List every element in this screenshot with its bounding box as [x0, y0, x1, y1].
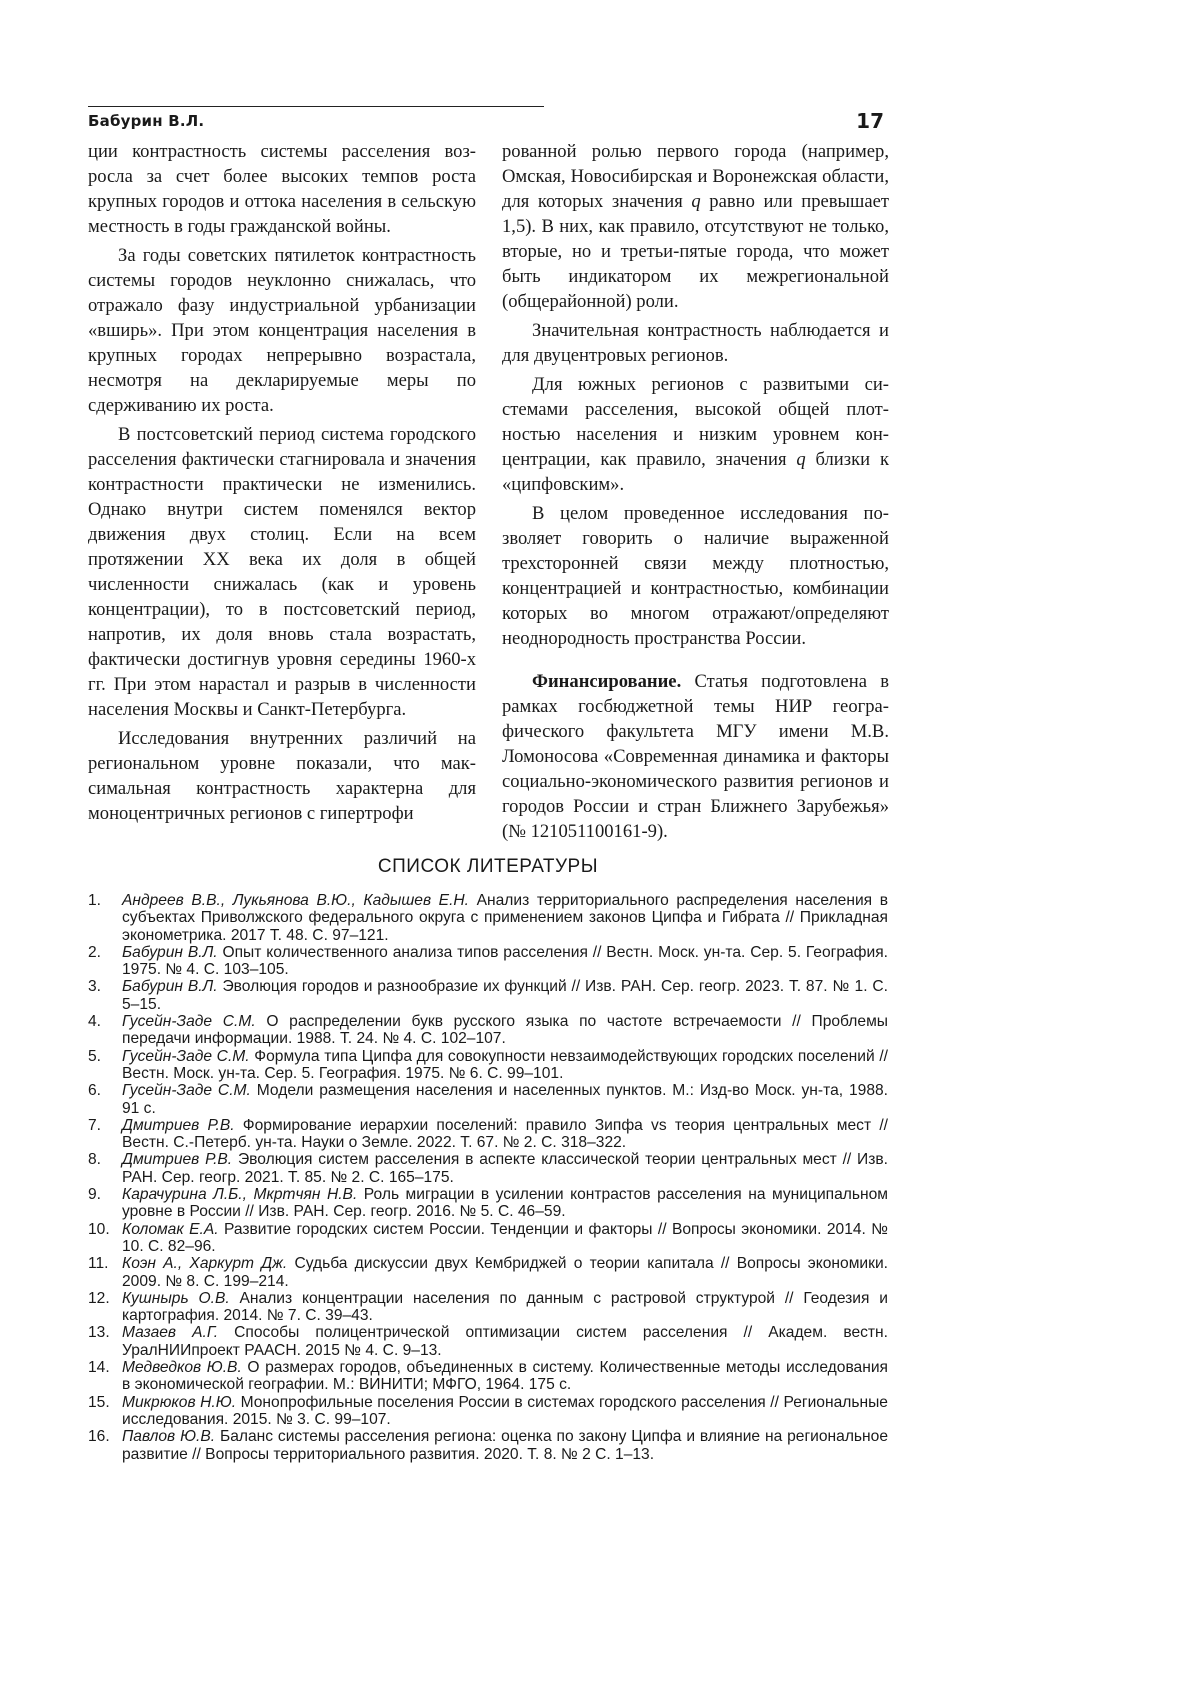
text-run: Для южных регионов с развитыми системами расселения, высокой общей плотностью населения и низким уровнем концентрации, как правило, значения	[502, 374, 889, 470]
reference-number: 1.	[88, 892, 102, 909]
reference-body	[122, 1221, 888, 1256]
reference-number: 5.	[88, 1047, 102, 1065]
reference-text: Судьба дискуссии двух Кембриджей о теории капитала // Вопросы экономики. 2009. № 8. С. 199–214.	[122, 1255, 888, 1290]
running-head	[88, 106, 884, 138]
reference-number: 12.	[88, 1289, 110, 1307]
reference-text: Эволюция городов и разнообразие их функций // Изв. РАН. Сер. геогр. 2023. Т. 87. № 1. С. 5–15.	[122, 978, 889, 1013]
reference-authors: Коэн А., Харкурт Дж.	[122, 1255, 288, 1273]
reference-number: 8.	[88, 1151, 102, 1169]
header-rule	[88, 106, 544, 107]
reference-text: Формула типа Ципфа для совокупности невзаимодействующих городских поселений // Вестн. Моск. ун-та. Сер. 5. География. 1975. № 6. С. 99–101.	[122, 1047, 889, 1082]
reference-text: О распределении букв русского языка по частоте встречаемости // Проблемы передачи информации. 1988. Т. 24. № 4. С. 102–107.	[122, 1013, 888, 1048]
reference-body	[122, 1324, 888, 1359]
reference-body	[122, 1428, 888, 1463]
reference-text: Баланс системы расселения региона: оценка по закону Ципфа и влияние на региональное развитие // Вопросы территориального развития. 2020. Т. 8. № 2 С. 1–13.	[122, 1428, 889, 1463]
reference-number: 13.	[88, 1324, 110, 1342]
reference-authors: Дмитриев Р.В.	[122, 1116, 235, 1134]
text-run: равно или превышает 1,5). В них, как правило, отсутствуют не только, вторые, но и третьи-пятые города, что может быть индикатором их межрегиональной (общерайонной) роли.	[502, 191, 889, 312]
reference-body	[122, 1290, 888, 1325]
reference-number: 15.	[88, 1393, 110, 1411]
reference-item	[88, 1359, 888, 1394]
reference-body	[122, 1082, 888, 1117]
reference-text: Способы полицентрической оптимизации систем расселения // Академ. вестн. УралНИИпроект РААСН. 2015 № 4. С. 9–13.	[122, 1324, 888, 1359]
reference-number: 10.	[88, 1220, 110, 1238]
right-column	[502, 139, 889, 844]
reference-item	[88, 892, 888, 944]
reference-item	[88, 1013, 888, 1048]
reference-body	[122, 1048, 888, 1083]
reference-body	[122, 1186, 888, 1221]
reference-body	[122, 1117, 888, 1152]
reference-number: 3.	[88, 978, 102, 996]
reference-authors: Дмитриев Р.В.	[122, 1151, 233, 1169]
reference-text: Анализ территориального распределения населения в субъектах Приволжского федерального округа с применением законов Ципфа и Гибрата // Прикладная эконометрика. 2017 Т. 48. С. 97–121.	[122, 892, 888, 944]
reference-text: Формирование иерархии поселений: правило Зипфа vs теория центральных мест // Вестн. С.-Петерб. ун-та. Науки о Земле. 2022. Т. 67. № 2. С. 318–322.	[122, 1116, 888, 1152]
q-symbol: q	[691, 191, 701, 212]
reference-item	[88, 1221, 888, 1256]
references-title: СПИСОК ЛИТЕРАТУРЫ	[377, 856, 599, 877]
reference-number: 7.	[88, 1116, 102, 1134]
reference-number: 16.	[88, 1428, 110, 1446]
reference-number: 11.	[88, 1255, 109, 1273]
reference-authors: Карачурина Л.Б., Мкртчян Н.В.	[122, 1186, 358, 1204]
reference-number: 9.	[88, 1186, 102, 1204]
reference-number: 4.	[88, 1013, 102, 1031]
reference-authors: Андреев В.В., Лукьянова В.Ю., Кадышев Е.Н.	[122, 892, 470, 909]
reference-text: О размерах городов, объединенных в систему. Количественные методы исследования в экономической географии. М.: ВИНИТИ; МФГО, 1964. 175 с.	[122, 1359, 888, 1394]
funding-label: Финансирование.	[532, 671, 682, 692]
reference-number: 2.	[88, 943, 102, 961]
reference-text: Роль миграции в усилении контрастов расселения на муниципальном уровне в России // Изв. РАН. Сер. геогр. 2016. № 5. С. 46–59.	[122, 1186, 888, 1221]
reference-authors: Мазаев А.Г.	[122, 1324, 219, 1342]
paragraph	[502, 372, 889, 497]
reference-authors: Кушнырь О.В.	[122, 1289, 230, 1307]
reference-item	[88, 1117, 888, 1152]
reference-text: Развитие городских систем России. Тенденции и факторы // Вопросы экономики. 2014. № 10. С. 82–96.	[122, 1220, 889, 1255]
paragraph: Значительная контрастность наблюдается и для двуцентровых регионов.	[502, 320, 889, 366]
reference-authors: Бабурин В.Л.	[122, 943, 218, 961]
text-run: близки к «ципфовским».	[502, 449, 889, 495]
funding-text: Статья подготовлена в рамках госбюджетной темы НИР географического факультета МГУ имени М.В. Ломоносова «Современная динамика и факторы социально-экономического развития регионов и городов России и стран Ближнего Зарубежья» (№ 121051100161-9).	[502, 671, 889, 842]
reference-body	[122, 1151, 888, 1186]
reference-item	[88, 944, 888, 979]
paragraph: Исследования внутренних различий на региональном уровне показали, что максимальная контрастность характерна для моноцентричных регионов с гипертрофи	[88, 728, 476, 824]
reference-item	[88, 978, 888, 1013]
reference-item	[88, 1290, 888, 1325]
reference-body	[122, 978, 888, 1013]
reference-body	[122, 892, 888, 944]
reference-text: Модели размещения населения и населенных пунктов. М.: Изд-во Моск. ун-та, 1988. 91 с.	[122, 1082, 888, 1117]
reference-body	[122, 944, 888, 979]
reference-item	[88, 1048, 888, 1083]
running-head-author: Бабурин В.Л.	[88, 112, 205, 130]
reference-authors: Микрюков Н.Ю.	[122, 1393, 237, 1411]
reference-item	[88, 1324, 888, 1359]
reference-text: Опыт количественного анализа типов расселения // Вестн. Моск. ун-та. Сер. 5. География. 1975. № 4. С. 103–105.	[122, 943, 889, 979]
reference-item	[88, 1394, 888, 1429]
reference-item	[88, 1082, 888, 1117]
reference-item	[88, 1186, 888, 1221]
reference-authors: Бабурин В.Л.	[122, 978, 218, 996]
reference-authors: Медведков Ю.В.	[122, 1359, 242, 1377]
reference-authors: Гусейн-Заде С.М.	[122, 1013, 256, 1031]
left-column	[88, 139, 476, 826]
reference-authors: Гусейн-Заде С.М.	[122, 1082, 251, 1100]
paragraph	[502, 139, 889, 314]
paragraph: ции контрастность системы расселения возросла за счет более высоких темпов роста крупных городов и оттока населения в сельскую местность в годы гражданской войны.	[88, 141, 476, 237]
funding-paragraph	[502, 669, 889, 844]
reference-item	[88, 1151, 888, 1186]
paragraph: В целом проведенное исследования позволяет говорить о наличие выраженной трехсторонней связи между плотностью, концентрацией и контрастностью, комбинации которых во многом отражают/определяют неоднородность пространства России.	[502, 503, 889, 649]
reference-number: 6.	[88, 1082, 102, 1100]
reference-body	[122, 1013, 888, 1048]
reference-text: Монопрофильные поселения России в системах городского расселения // Региональные исследования. 2015. № 3. С. 99–107.	[122, 1393, 888, 1428]
paragraph: За годы советских пятилеток контрастность системы городов неуклонно снижалась, что отражало фазу индустриальной урбанизации «вширь». При этом концентрация населения в крупных городах непрерывно возрастала, несмотря на декларируемые меры по сдерживанию их роста.	[88, 245, 476, 416]
reference-text: Эволюция систем расселения в аспекте классической теории центральных мест // Изв. РАН. Сер. геогр. 2021. Т. 85. № 2. С. 165–175.	[122, 1151, 889, 1186]
reference-item	[88, 1428, 888, 1463]
reference-text: Анализ концентрации населения по данным с растровой структурой // Геодезия и картография. 2014. № 7. С. 39–43.	[122, 1289, 888, 1325]
reference-number: 14.	[88, 1359, 110, 1377]
reference-body	[122, 1255, 888, 1290]
text-run: рованной ролью первого города (например, Омская, Новосибирская и Воронежская области, для которых значения	[502, 141, 889, 212]
paragraph: В постсоветский период система городского расселения фактически стагнировала и значения контрастности практически не изменились. Однако внутри систем поменялся вектор движения двух столиц. Если на всем протяжении XX века их доля в общей численности снижалась (как и уровень концентрации), то в постсоветский период, напротив, их доля вновь стала возрастать, фактически достигнув уровня середины 1960-х гг. При этом нарастал и разрыв в численности населения Москвы и Санкт-Петербурга.	[88, 424, 476, 720]
reference-authors: Гусейн-Заде С.М.	[122, 1047, 250, 1065]
reference-authors: Коломак Е.А.	[122, 1220, 219, 1238]
reference-body	[122, 1394, 888, 1429]
references-list	[88, 892, 888, 1463]
q-symbol: q	[796, 449, 806, 470]
reference-authors: Павлов Ю.В.	[122, 1428, 216, 1446]
reference-item	[88, 1255, 888, 1290]
reference-body	[122, 1359, 888, 1394]
page-number: 17	[856, 109, 884, 133]
